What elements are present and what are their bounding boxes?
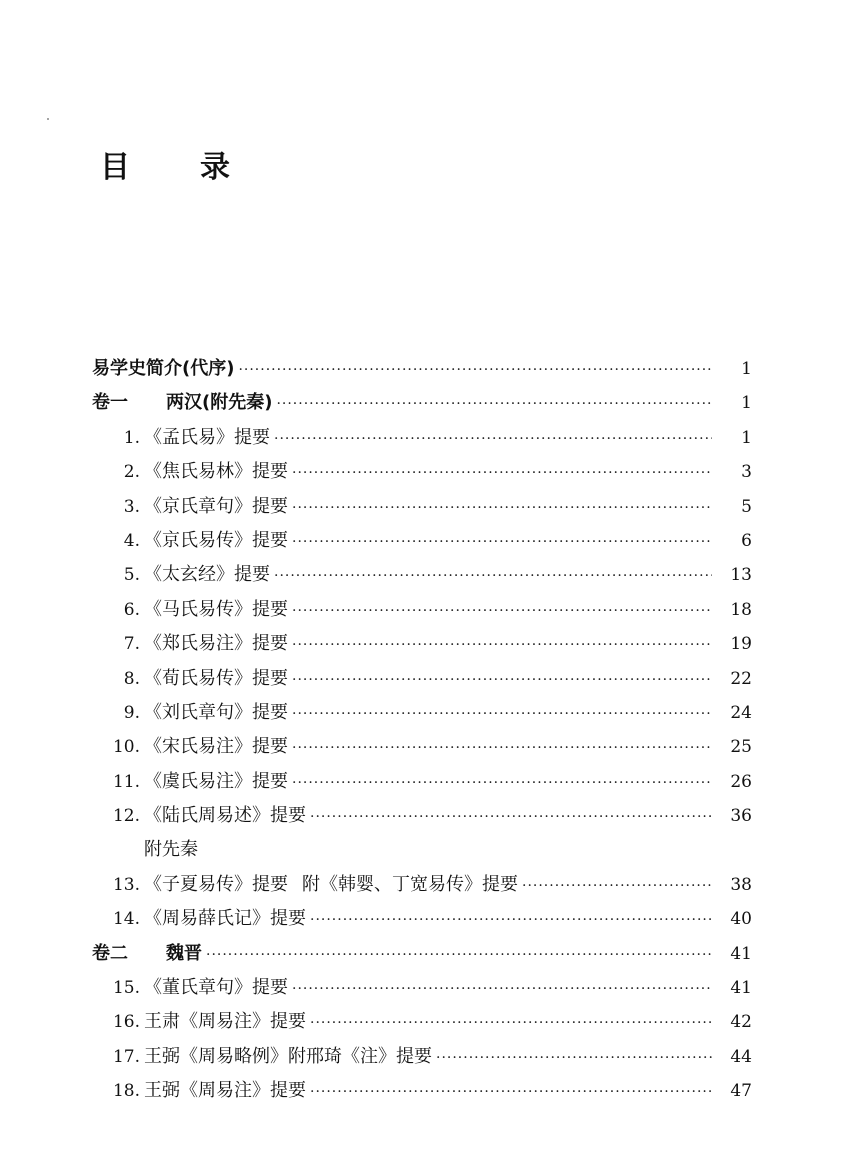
toc-entry-title: 《虞氏易注》提要 xyxy=(144,770,288,792)
leader-dots xyxy=(206,938,712,972)
toc-page-number: 22 xyxy=(730,668,752,689)
toc-page-number: 19 xyxy=(730,634,752,655)
toc-page-number: 41 xyxy=(730,978,752,999)
toc-entry-title: 《周易薛氏记》提要 xyxy=(144,908,306,930)
toc-entry-title: 王肃《周易注》提要 xyxy=(144,1011,306,1033)
toc-entry[interactable] xyxy=(92,1040,752,1074)
leader-dots xyxy=(310,1006,712,1040)
leader-dots xyxy=(292,491,712,525)
toc-entry-number: 15. xyxy=(112,978,140,999)
volume-label: 卷二 xyxy=(92,942,128,964)
toc-entry[interactable] xyxy=(92,799,752,833)
toc-entry-title: 《董氏章句》提要 xyxy=(144,977,288,999)
toc-entry-title: 《太玄经》提要 xyxy=(144,564,270,586)
toc-entry-number: 8. xyxy=(123,668,140,689)
leader-dots xyxy=(436,1041,712,1075)
toc-entry-number: 1. xyxy=(123,427,140,448)
toc-entry-title: 《荀氏易传》提要 xyxy=(144,667,288,689)
toc-entry-preface[interactable] xyxy=(92,352,752,386)
toc-entry-number: 16. xyxy=(112,1012,140,1033)
toc-entry-number: 7. xyxy=(123,634,140,655)
toc-entry-number: 4. xyxy=(123,530,140,551)
toc-entry[interactable] xyxy=(92,730,752,764)
toc-entry-number: 3. xyxy=(123,496,140,517)
leader-dots xyxy=(292,525,712,559)
leader-dots xyxy=(310,1075,712,1109)
leader-dots xyxy=(292,663,712,697)
leader-dots xyxy=(292,628,712,662)
toc-entry-number: 17. xyxy=(112,1046,140,1067)
toc-entry[interactable] xyxy=(92,971,752,1005)
toc-subheading-appendix xyxy=(92,833,752,867)
toc-entry-number: 14. xyxy=(112,909,140,930)
toc-entry-title: 两汉(附先秦) xyxy=(166,392,273,414)
toc-entry-number: 9. xyxy=(123,702,140,723)
table-of-contents xyxy=(92,352,752,1109)
toc-entry-title: 《宋氏易注》提要 xyxy=(144,736,288,758)
toc-page-number: 1 xyxy=(741,359,752,379)
toc-entry[interactable] xyxy=(92,662,752,696)
toc-entry-number: 5. xyxy=(123,565,140,586)
toc-page-number: 5 xyxy=(741,496,752,517)
leader-dots xyxy=(292,697,712,731)
toc-entry-number: 18. xyxy=(112,1081,140,1102)
toc-page-number: 13 xyxy=(730,565,752,586)
toc-entry-title: 《郑氏易注》提要 xyxy=(144,633,288,655)
leader-dots xyxy=(292,972,712,1006)
leader-dots xyxy=(292,731,712,765)
leader-dots xyxy=(274,422,712,456)
toc-page-number: 40 xyxy=(730,909,752,930)
toc-entry[interactable] xyxy=(92,593,752,627)
toc-entry-title: 《焦氏易林》提要 xyxy=(144,461,288,483)
toc-entry[interactable] xyxy=(92,1074,752,1108)
leader-dots xyxy=(274,559,712,593)
leader-dots xyxy=(292,766,712,800)
toc-entry-title: 《孟氏易》提要 xyxy=(144,426,270,448)
toc-entry-title: 《马氏易传》提要 xyxy=(144,598,288,620)
title-char-1: 目 xyxy=(100,150,130,185)
leader-dots xyxy=(276,387,712,421)
page-title xyxy=(100,146,240,190)
toc-entry-number: 10. xyxy=(112,737,140,758)
toc-page-number: 18 xyxy=(730,599,752,620)
toc-entry-title: 《子夏易传》提要 xyxy=(144,873,288,895)
toc-page-number: 26 xyxy=(730,771,752,792)
toc-entry-number: 2. xyxy=(123,462,140,483)
toc-page-number: 36 xyxy=(730,806,752,827)
toc-volume-2[interactable] xyxy=(92,937,752,971)
toc-page-number: 42 xyxy=(730,1012,752,1033)
scan-speck xyxy=(47,118,49,120)
toc-page-number: 25 xyxy=(730,737,752,758)
toc-page-number: 38 xyxy=(730,874,752,895)
title-char-2: 录 xyxy=(200,150,230,185)
toc-page-number: 1 xyxy=(741,427,752,448)
toc-entry-number: 6. xyxy=(123,599,140,620)
toc-entry[interactable] xyxy=(92,524,752,558)
toc-entry[interactable] xyxy=(92,1005,752,1039)
leader-dots xyxy=(310,800,712,834)
toc-entry[interactable] xyxy=(92,455,752,489)
toc-entry[interactable] xyxy=(92,902,752,936)
toc-entry-title: 易学史简介(代序) xyxy=(92,358,235,379)
toc-entry-title: 《京氏章句》提要 xyxy=(144,495,288,517)
leader-dots xyxy=(292,594,712,628)
toc-entry-title: 《刘氏章句》提要 xyxy=(144,701,288,723)
toc-entry-number: 13. xyxy=(112,874,140,895)
toc-entry-title: 《陆氏周易述》提要 xyxy=(144,805,306,827)
toc-entry-title: 王弼《周易注》提要 xyxy=(144,1080,306,1102)
toc-entry-title: 魏晋 xyxy=(166,942,202,964)
toc-volume-1[interactable] xyxy=(92,386,752,420)
toc-entry-number: 11. xyxy=(112,771,140,792)
toc-page-number: 41 xyxy=(730,943,752,964)
leader-dots xyxy=(238,353,712,387)
toc-page-number: 3 xyxy=(741,462,752,483)
toc-page-number: 44 xyxy=(730,1046,752,1067)
leader-dots xyxy=(292,456,712,490)
toc-entry-number: 12. xyxy=(112,806,140,827)
toc-page-number: 24 xyxy=(730,702,752,723)
toc-entry-title: 王弼《周易略例》附邢琦《注》提要 xyxy=(144,1045,432,1067)
toc-entry[interactable] xyxy=(92,696,752,730)
leader-dots xyxy=(522,869,712,903)
toc-entry[interactable] xyxy=(92,558,752,592)
volume-label: 卷一 xyxy=(92,392,128,414)
toc-page-number: 1 xyxy=(741,393,752,414)
toc-page-number: 47 xyxy=(730,1081,752,1102)
appendix-heading: 附先秦 xyxy=(144,839,198,861)
toc-entry-title: 《京氏易传》提要 xyxy=(144,529,288,551)
leader-dots xyxy=(310,903,712,937)
toc-entry-extra: 附《韩婴、丁宽易传》提要 xyxy=(302,873,518,895)
toc-entry[interactable] xyxy=(92,765,752,799)
toc-entry[interactable] xyxy=(92,868,752,902)
toc-entry[interactable] xyxy=(92,627,752,661)
toc-entry[interactable] xyxy=(92,490,752,524)
toc-page-number: 6 xyxy=(741,530,752,551)
toc-entry[interactable] xyxy=(92,421,752,455)
